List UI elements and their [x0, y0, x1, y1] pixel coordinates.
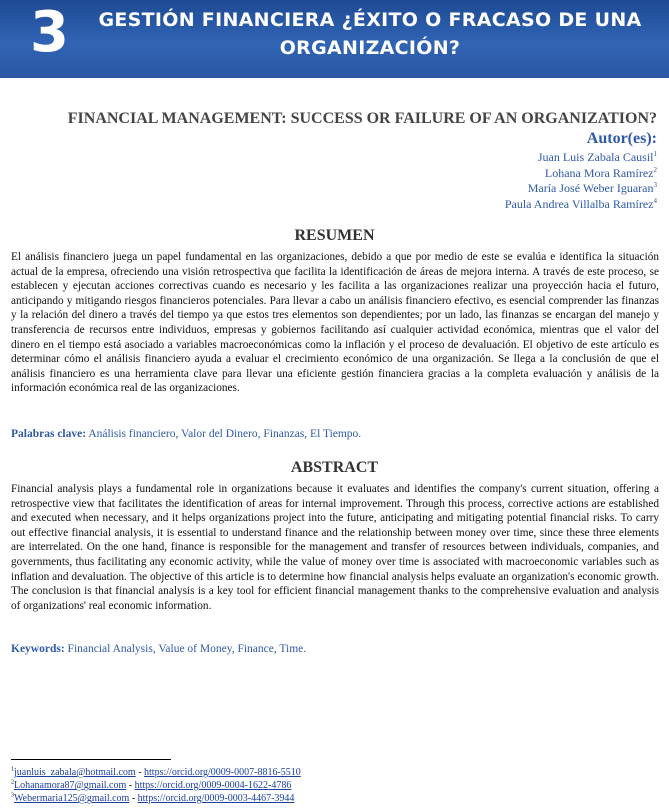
footnote-mark: 2 [11, 779, 14, 786]
chapter-number: 3 [30, 0, 69, 65]
keywords-label: Keywords: [11, 643, 65, 655]
keywords-label: Palabras clave: [11, 428, 87, 440]
english-title: FINANCIAL MANAGEMENT: SUCCESS OR FAILURE OF AN ORGANIZATION? [67, 110, 657, 127]
abstract-body: Financial analysis plays a fundamental role in organizations because it evaluates and identifies the company's current situation, offering a retrospective view that facilitates the identification of areas for internal improvement. Through this process, corrective actions are established and executed when necessary, and it helps organizations project into the future, anticipating and mitigating potential financial risks. To carry out effective financial analysis, it is essential to understand finance and the relationship between money over time, since these three elements are interrelated. On the one hand, finance is responsible for the management and transfer of resources between individuals, companies, and governments, thus facilitating any economic activity, while the value of money over time is associated with macroeconomic variables such as inflation and devaluation. The objective of this article is to determine how financial analysis helps evaluate an organization's economic growth. The conclusion is that financial analysis is a key tool for efficient financial management thanks to the comprehensive evaluation and analysis of organizations' real economic information. [11, 483, 659, 612]
footnote-mark: 1 [11, 766, 14, 773]
footnotes [11, 766, 301, 805]
keywords-value: Financial Analysis, Value of Money, Finance, Time. [67, 643, 307, 655]
keywords-line [11, 643, 306, 655]
footnote [11, 792, 301, 805]
resumen-body: El análisis financiero juega un papel fundamental en las organizaciones, debido a que por medio de este se evalúa e identifica la situación actual de la empresa, ofreciendo una visión retrospectiva que facilita la identificación de áreas de mejora interna. A través de este proceso, se establecen y ejecutan acciones correctivas cuando es necesario y les facilita a las organizaciones realizar una proyección hacia el futuro, anticipando y mitigando riesgos financieros potenciales. Para llevar a cabo un análisis financiero efectivo, es esencial comprender las finanzas y la relación del dinero a través del tiempo ya que estos tres elementos son dependientes; por un lado, las finanzas se encargan del manejo y transferencia de recursos entre individuos, empresas y gobiernos facilitando así cualquier actividad económica, mientras que el valor del dinero en el tiempo está asociado a variables macroeconómicas como la inflación y el proceso de devaluación. El objetivo de este artículo es determinar cómo el análisis financiero ayuda a evaluar el crecimiento económico de una organización. Se llega a la conclusión de que el análisis financiero es una herramienta clave para llevar una eficiente gestión financiera gracias a la completa evaluación y análisis de la información económica real de las organizaciones. [11, 251, 659, 395]
orcid-link[interactable]: https://orcid.org/0009-0007-8816-5510 [144, 767, 301, 778]
orcid-link[interactable]: https://orcid.org/0009-0004-1622-4786 [134, 780, 292, 791]
footnote-mark: 1 [653, 150, 657, 158]
abstract-heading: ABSTRACT [290, 459, 379, 476]
author-list [505, 150, 657, 212]
chapter-banner [0, 0, 669, 78]
separator: - [126, 780, 135, 791]
footnote-mark: 3 [653, 181, 657, 189]
author-line [505, 181, 657, 197]
author-name: María José Weber Iguaran [527, 181, 654, 195]
separator: - [129, 793, 138, 804]
footnote-mark: 2 [653, 165, 657, 174]
author-line [505, 166, 657, 182]
author-email-link[interactable]: Webermaria125@gmail.com [14, 793, 130, 804]
author-name: Juan Luis Zabala Causil [537, 150, 654, 164]
orcid-link[interactable]: https://orcid.org/0009-0003-4467-3944 [137, 793, 295, 804]
spanish-title: GESTIÓN FINANCIERA ¿ÉXITO O FRACASO DE UNA ORGANIZACIÓN? [98, 9, 642, 59]
author-line [505, 150, 657, 166]
author-line [505, 197, 657, 213]
author-email-link[interactable]: juanluis_zabala@hotmail.com [14, 767, 136, 778]
resumen-heading: RESUMEN [294, 227, 375, 244]
keywords-value: Análisis financiero, Valor del Dinero, Finanzas, El Tiempo. [88, 428, 362, 440]
footnote [11, 766, 301, 779]
footnote [11, 779, 301, 792]
authors-heading: Autor(es): [586, 130, 657, 147]
author-email-link[interactable]: Lohanamora87@gmail.com [14, 780, 127, 791]
author-name: Paula Andrea Villalba Ramírez [504, 196, 654, 211]
palabras-clave [11, 428, 361, 440]
footnote-divider [11, 759, 171, 760]
separator: - [135, 767, 145, 778]
author-name: Lohana Mora Ramírez [544, 165, 654, 180]
footnote-mark: 3 [11, 792, 14, 799]
footnote-mark: 4 [653, 196, 657, 205]
